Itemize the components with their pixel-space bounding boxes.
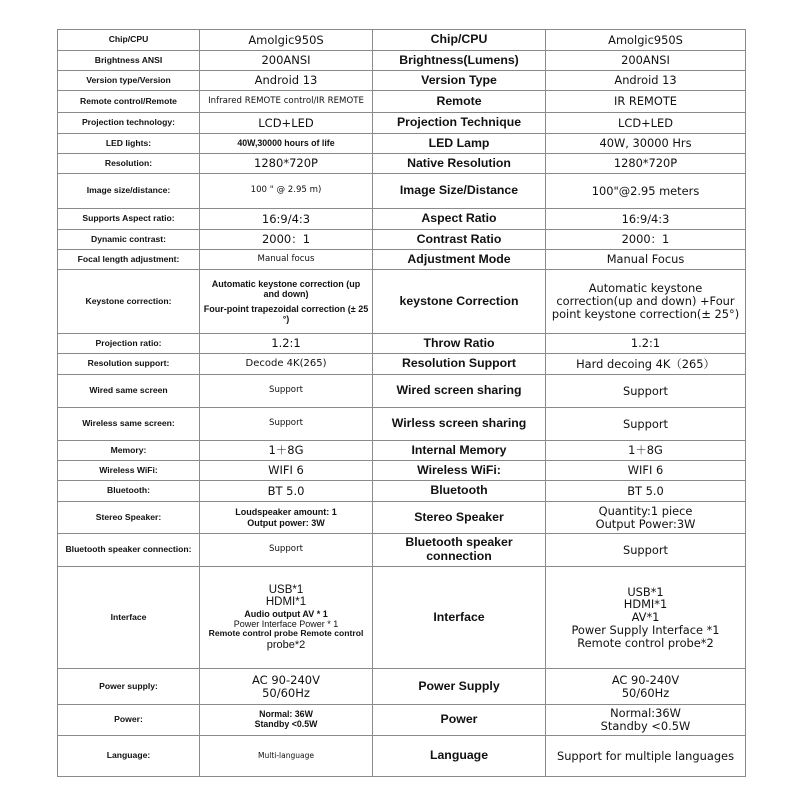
row-power-supply (58, 669, 746, 705)
row-bluetooth (58, 481, 746, 502)
value-long: Support (546, 408, 746, 441)
row-aspect-ratio (58, 209, 746, 230)
value-short (200, 502, 373, 534)
row-wired-screen (58, 375, 746, 408)
label-long: Language (373, 736, 546, 777)
value-short-line: probe*2 (266, 639, 306, 652)
value-short: 1＋8G (200, 441, 373, 461)
row-focus (58, 250, 746, 270)
value-short-line: Audio output AV * 1 (244, 609, 328, 620)
label-long: Wired screen sharing (373, 375, 546, 408)
row-language (58, 736, 746, 777)
value-short: 1.2:1 (200, 334, 373, 354)
row-interface (58, 567, 746, 669)
value-long: Support (546, 534, 746, 567)
row-resolution-support (58, 354, 746, 375)
label-long: Chip/CPU (373, 30, 546, 51)
label-long: Version Type (373, 71, 546, 91)
value-long: LCD+LED (546, 113, 746, 134)
row-wireless-screen (58, 408, 746, 441)
value-long: 1＋8G (546, 441, 746, 461)
row-memory (58, 441, 746, 461)
value-long: BT 5.0 (546, 481, 746, 502)
value-long-line: AC 90-240V (611, 672, 680, 687)
value-short-line: Remote control probe Remote control (208, 628, 364, 639)
label-short: Supports Aspect ratio: (58, 209, 200, 230)
value-short: Amolgic950S (200, 30, 373, 51)
value-long: Manual Focus (546, 250, 746, 270)
value-long-line: HDMI*1 (623, 597, 668, 612)
label-long: Image Size/Distance (373, 174, 546, 209)
label-long: Contrast Ratio (373, 230, 546, 250)
value-long: 1280*720P (546, 154, 746, 174)
row-brightness (58, 51, 746, 71)
label-short: Version type/Version (58, 71, 200, 91)
label-short: Resolution support: (58, 354, 200, 375)
row-image-size (58, 174, 746, 209)
label-short: Projection ratio: (58, 334, 200, 354)
value-short: LCD+LED (200, 113, 373, 134)
value-short (200, 270, 373, 334)
value-long (546, 705, 746, 736)
value-short: Android 13 (200, 71, 373, 91)
spec-table (57, 29, 746, 777)
value-short-line: Automatic keystone correction (up and down) (211, 278, 361, 299)
label-short: Wireless same screen: (58, 408, 200, 441)
row-stereo-speaker (58, 502, 746, 534)
row-projection-technology (58, 113, 746, 134)
value-short: Support (200, 375, 373, 408)
value-short-line: Loudspeaker amount: 1 (235, 507, 337, 518)
label-long: Bluetooth (373, 481, 546, 502)
value-long: IR REMOTE (546, 91, 746, 113)
value-long: 100"@2.95 meters (546, 174, 746, 209)
row-version (58, 71, 746, 91)
label-long: Adjustment Mode (373, 250, 546, 270)
value-long-line: USB*1 (627, 584, 664, 599)
label-short: Bluetooth: (58, 481, 200, 502)
label-long: Interface (373, 567, 546, 669)
label-short: Focal length adjustment: (58, 250, 200, 270)
value-short: Support (200, 408, 373, 441)
label-short: Keystone correction: (58, 270, 200, 334)
label-long: Throw Ratio (373, 334, 546, 354)
label-long: Brightness(Lumens) (373, 51, 546, 71)
label-short: Memory: (58, 441, 200, 461)
value-long-line: AV*1 (631, 610, 660, 625)
value-short (200, 567, 373, 669)
value-long: Android 13 (546, 71, 746, 91)
value-long-line: Quantity:1 piece (598, 503, 693, 518)
row-projection-ratio (58, 334, 746, 354)
label-short: Brightness ANSI (58, 51, 200, 71)
value-short (200, 705, 373, 736)
value-long: 16:9/4:3 (546, 209, 746, 230)
label-long: Power (373, 705, 546, 736)
value-short: 100 " @ 2.95 m) (200, 174, 373, 209)
label-short: Wireless WiFi: (58, 461, 200, 481)
value-short (200, 669, 373, 705)
label-short: Chip/CPU (58, 30, 200, 51)
value-long: 40W, 30000 Hrs (546, 134, 746, 154)
value-short: 40W,30000 hours of life (200, 134, 373, 154)
value-short-line: HDMI*1 (265, 596, 307, 609)
value-long-line: Standby <0.5W (600, 719, 691, 733)
label-short: Remote control/Remote (58, 91, 200, 113)
value-short: 16:9/4:3 (200, 209, 373, 230)
value-short-line: 50/60Hz (262, 685, 310, 700)
value-short: Multi-language (200, 736, 373, 777)
label-short: Projection technology: (58, 113, 200, 134)
value-long-line: 50/60Hz (621, 685, 670, 700)
value-long: 2000：1 (546, 230, 746, 250)
label-short: Language: (58, 736, 200, 777)
value-long (546, 502, 746, 534)
label-short: Power supply: (58, 669, 200, 705)
label-long: Aspect Ratio (373, 209, 546, 230)
value-short-line: Four-point trapezoidal correction (± 25 °) (203, 304, 369, 325)
value-short: Manual focus (200, 250, 373, 270)
value-short: Infrared REMOTE control/IR REMOTE (200, 91, 373, 113)
label-short: Dynamic contrast: (58, 230, 200, 250)
value-long-line: Remote control probe*2 (577, 635, 714, 650)
label-short: Interface (58, 567, 200, 669)
label-short: Power: (58, 705, 200, 736)
value-short: WIFI 6 (200, 461, 373, 481)
label-short: Bluetooth speaker connection: (58, 534, 200, 567)
label-long: Internal Memory (373, 441, 546, 461)
value-long: Automatic keystone correction(up and down) +Four point keystone correction(± 25°) (546, 270, 746, 334)
row-remote (58, 91, 746, 113)
value-short-line: Output power: 3W (247, 517, 325, 528)
row-wifi (58, 461, 746, 481)
label-short: Resolution: (58, 154, 200, 174)
value-short: 1280*720P (200, 154, 373, 174)
value-long-line: Output Power:3W (595, 516, 696, 531)
label-long: keystone Correction (373, 270, 546, 334)
label-long: Remote (373, 91, 546, 113)
label-short: LED lights: (58, 134, 200, 154)
value-long: WIFI 6 (546, 461, 746, 481)
row-keystone (58, 270, 746, 334)
value-short-line: USB*1 (268, 583, 304, 596)
label-long: Resolution Support (373, 354, 546, 375)
label-long: Wireless WiFi: (373, 461, 546, 481)
value-short-line: Power Interface Power * 1 (233, 619, 339, 630)
label-long: Power Supply (373, 669, 546, 705)
label-short: Image size/distance: (58, 174, 200, 209)
value-long (546, 669, 746, 705)
label-long: Wirless screen sharing (373, 408, 546, 441)
row-power (58, 705, 746, 736)
value-short-line: AC 90-240V (252, 672, 320, 687)
label-long: Native Resolution (373, 154, 546, 174)
value-long: Support for multiple languages (546, 736, 746, 777)
value-long: 200ANSI (546, 51, 746, 71)
value-short: BT 5.0 (200, 481, 373, 502)
value-long (546, 567, 746, 669)
row-contrast (58, 230, 746, 250)
value-short: 200ANSI (200, 51, 373, 71)
value-short-line: Normal: 36W (259, 709, 313, 720)
value-short: Decode 4K(265) (200, 354, 373, 375)
label-long: LED Lamp (373, 134, 546, 154)
value-short-line: Standby <0.5W (254, 719, 318, 729)
value-long-line: Normal:36W (610, 706, 681, 721)
label-long: Bluetooth speaker connection (373, 534, 546, 567)
value-short: 2000：1 (200, 230, 373, 250)
row-resolution (58, 154, 746, 174)
row-bt-speaker (58, 534, 746, 567)
value-long: Hard decoing 4K（265） (546, 354, 746, 375)
value-long: 1.2:1 (546, 334, 746, 354)
label-long: Stereo Speaker (373, 502, 546, 534)
value-long-line: Power Supply Interface *1 (571, 622, 720, 637)
value-long: Amolgic950S (546, 30, 746, 51)
label-short: Stereo Speaker: (58, 502, 200, 534)
row-chip (58, 30, 746, 51)
row-led (58, 134, 746, 154)
label-short: Wired same screen (58, 375, 200, 408)
value-short: Support (200, 534, 373, 567)
label-long: Projection Technique (373, 113, 546, 134)
value-long: Support (546, 375, 746, 408)
